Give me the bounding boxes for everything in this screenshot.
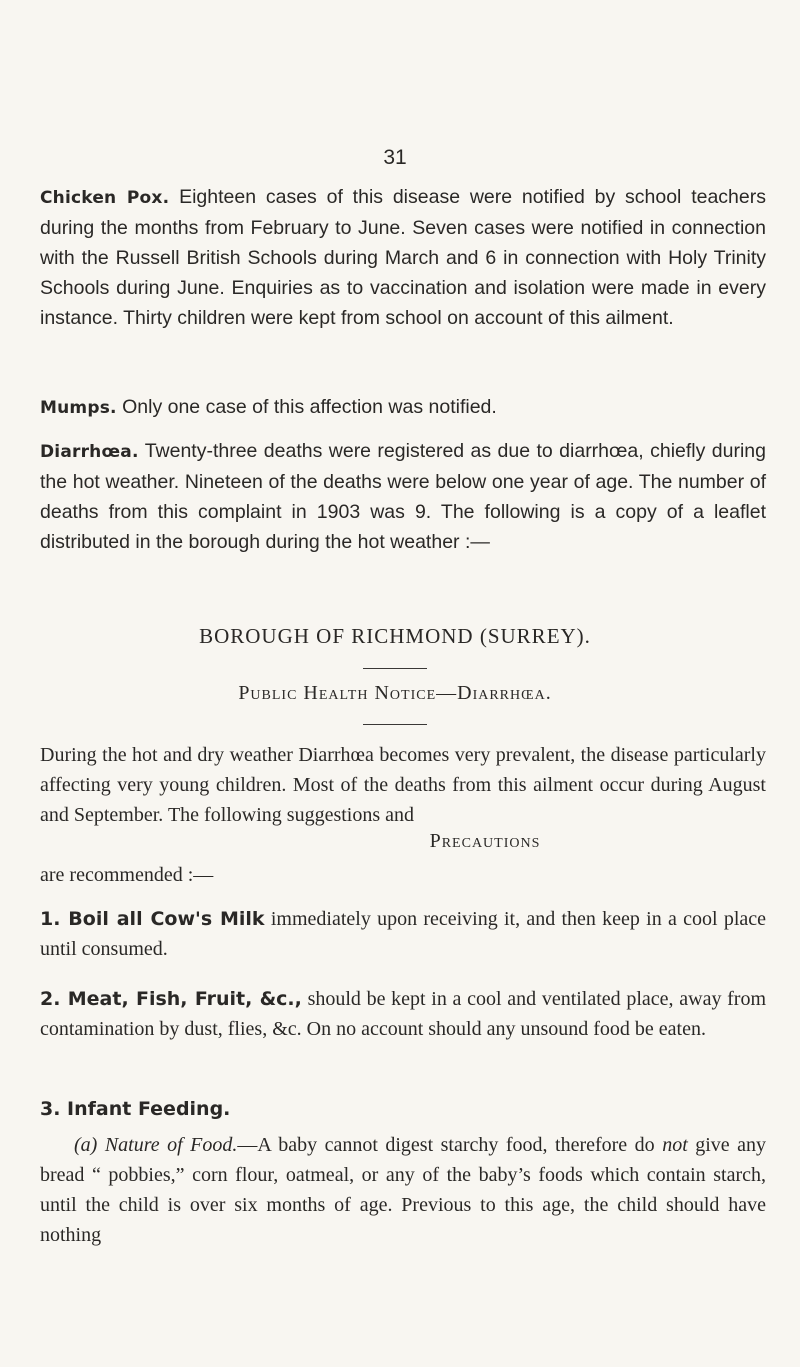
chicken-pox-heading: Chicken Pox.	[40, 188, 170, 208]
item-3-heading-row	[40, 1094, 766, 1124]
title-rule	[363, 668, 427, 669]
mumps-section	[40, 392, 766, 423]
item-1	[40, 904, 766, 964]
diarrhoea-text-2: were below one year of age. The number of deaths from this complaint in 1903 was 9. The following is a copy of a leaflet distributed in the borough during the hot weather :—	[40, 471, 766, 553]
item-2-text: should be kept in a cool and ventilated place, away from contamination by dust, flies, &c. On no account should any unsound food be eaten.	[40, 988, 767, 1040]
item-2-heading: 2. Meat, Fish, Fruit, &c.,	[40, 988, 302, 1010]
chicken-pox-text-1: Eighteen cases of this disease were notified by school teachers during the months from February to June.	[40, 186, 766, 239]
notice-title: BOROUGH OF RICHMOND (SURREY).	[199, 624, 591, 648]
item-2	[40, 984, 766, 1044]
item-3-body	[40, 1130, 766, 1250]
chicken-pox-section	[40, 182, 766, 333]
item-3-text-b: give any bread “ pobbies,” corn flour, oatmeal, or any of the baby’s foods which contain starch, until the child is over six months of age. Previous to this age, the child should have nothing	[40, 1134, 767, 1246]
item-1-text: immediately upon receiving it, and then keep in a cool place until consumed.	[40, 908, 767, 960]
recommended-text: are recommended :—	[40, 864, 214, 886]
item-3-text-a: —A baby cannot digest starchy food, therefore do	[237, 1134, 655, 1156]
diarrhoea-heading: Diarrhœa.	[40, 442, 139, 462]
page-number: 31	[383, 146, 407, 169]
diarrhoea-section	[40, 436, 766, 557]
item-1-heading: 1. Boil all Cow's Milk	[40, 908, 265, 930]
subtitle-rule	[363, 724, 427, 725]
item-3-label: (a)	[74, 1134, 98, 1156]
item-3-title: Nature of Food.	[104, 1134, 238, 1156]
mumps-text: Only one case of this affection was notified.	[122, 396, 497, 418]
notice-intro: During the hot and dry weather Diarrhœa becomes very prevalent, the disease particularly affecting very young children. Most of the deaths from this ailment occur during August and September. The following suggestions and	[40, 744, 766, 826]
notice-subtitle: Public Health Notice—Diarrhœa.	[238, 682, 552, 704]
item-3-not: not	[662, 1134, 688, 1156]
chicken-pox-text-2: Seven cases were notified in connection with the Russell British Schools during March and 6 in connection with Holy Trinity Schools during June. Enquiries as to vaccination and isolation were made in every instance. Thirty children were kept from school on account of this ailment.	[40, 217, 766, 329]
diarrhoea-text-1: Twenty-three deaths were registered as due to diarrhœa, chiefly during the hot weather. Nineteen of the deaths	[40, 440, 766, 493]
mumps-heading: Mumps.	[40, 398, 117, 418]
precautions-heading: Precautions	[429, 830, 541, 852]
item-3-heading: 3. Infant Feeding.	[40, 1098, 231, 1120]
